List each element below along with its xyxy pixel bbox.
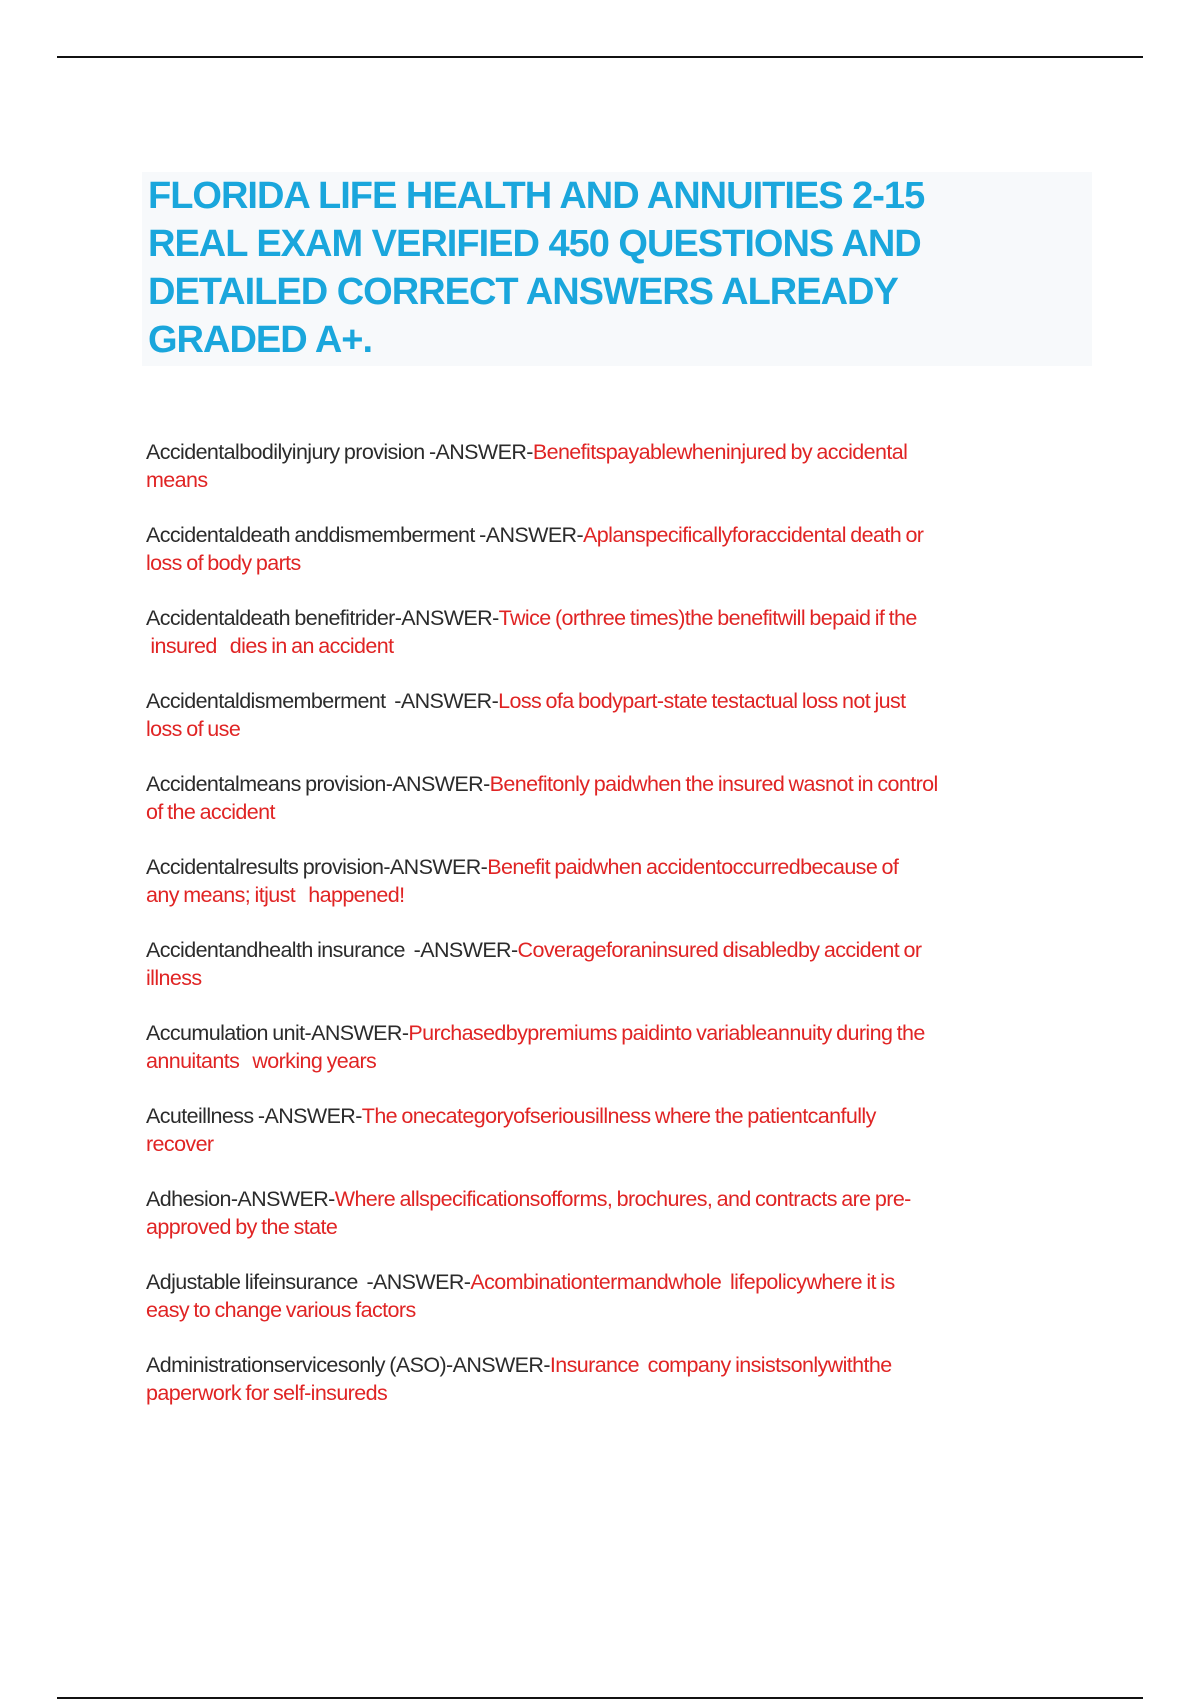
entry-answer: Benefitspayablewheninjured by accidental	[532, 440, 908, 464]
answer-separator: -ANSWER-	[413, 938, 518, 962]
entry-term: Accidentaldismemberment	[146, 689, 395, 713]
entry-answer: The onecategoryofseriousillness where the patientcanfully	[361, 1104, 876, 1128]
entry-term: Accidentalbodilyinjury provision	[146, 440, 429, 464]
answer-separator: -ANSWER-	[304, 1021, 409, 1045]
entry-answer-continued: insured dies in an accident	[146, 634, 394, 658]
answer-separator: -ANSWER-	[428, 440, 533, 464]
entry-term: Accidentalresults provision	[146, 855, 384, 879]
answer-separator: -ANSWER-	[446, 1353, 550, 1377]
document-title	[148, 172, 1086, 364]
entry-term: Accidentalmeans provision	[146, 772, 386, 796]
qa-entry	[146, 687, 1086, 743]
title-line: FLORIDA LIFE HEALTH AND ANNUITIES 2-15	[148, 175, 925, 217]
answer-separator: -ANSWER-	[366, 1270, 471, 1294]
entry-answer: Coverageforaninsured disabledby accident or	[517, 938, 922, 962]
entry-answer: Purchasedbypremiums paidinto variableannuity during the	[408, 1021, 925, 1045]
answer-separator: -ANSWER-	[394, 606, 499, 630]
qa-entry	[146, 438, 1086, 494]
qa-entry	[146, 521, 1086, 577]
entry-answer-continued: approved by the state	[146, 1215, 338, 1239]
entry-answer: Where allspecificationsofforms, brochures, and contracts are pre-	[334, 1187, 911, 1211]
entry-term: Adhesion	[146, 1187, 231, 1211]
answer-separator: -ANSWER-	[479, 523, 584, 547]
qa-entry	[146, 604, 1086, 660]
title-line: REAL EXAM VERIFIED 450 QUESTIONS AND	[148, 223, 921, 265]
title-line: GRADED A+.	[148, 319, 373, 361]
entry-answer-continued: means	[146, 468, 208, 492]
qa-entry	[146, 770, 1086, 826]
title-block	[142, 172, 1092, 366]
entry-term: Acuteillness	[146, 1104, 258, 1128]
entry-term: Accidentaldeath benefitrider	[146, 606, 395, 630]
title-line: DETAILED CORRECT ANSWERS ALREADY	[148, 271, 898, 313]
answer-separator: -ANSWER-	[257, 1104, 362, 1128]
footer-rule	[57, 1697, 1143, 1699]
qa-entry	[146, 936, 1086, 992]
entry-term: Accidentandhealth insurance	[146, 938, 414, 962]
entry-answer-continued: loss of body parts	[146, 551, 301, 575]
entry-answer: Aplanspecificallyforaccidental death or	[583, 523, 924, 547]
entry-answer: Twice (orthree times)the benefitwill bepaid if the	[498, 606, 917, 630]
entry-term: Administrationservicesonly (ASO)	[146, 1353, 447, 1377]
entry-answer: Benefitonly paidwhen the insured wasnot in control	[489, 772, 938, 796]
qa-entry	[146, 1102, 1086, 1158]
entry-answer-continued: paperwork for self-insureds	[146, 1381, 388, 1405]
entry-answer-continued: any means; itjust happened!	[146, 883, 405, 907]
entry-answer: Insurance company insistsonlywiththe	[549, 1353, 892, 1377]
entry-answer-continued: easy to change various factors	[146, 1298, 416, 1322]
answer-separator: -ANSWER-	[230, 1187, 335, 1211]
qa-entry	[146, 1351, 1086, 1407]
qa-entry	[146, 1019, 1086, 1075]
qa-entry	[146, 1268, 1086, 1324]
entry-answer: Acombinationtermandwhole lifepolicywhere it is	[470, 1270, 895, 1294]
qa-list	[146, 438, 1086, 1434]
entry-answer-continued: loss of use	[146, 717, 241, 741]
answer-separator: -ANSWER-	[394, 689, 499, 713]
entry-answer-continued: illness	[146, 966, 202, 990]
entry-term: Accidentaldeath anddismemberment	[146, 523, 480, 547]
header-rule	[57, 56, 1143, 58]
entry-answer: Loss ofa bodypart-state testactual loss not just	[498, 689, 906, 713]
entry-term: Adjustable lifeinsurance	[146, 1270, 367, 1294]
answer-separator: -ANSWER-	[385, 772, 490, 796]
qa-entry	[146, 1185, 1086, 1241]
entry-term: Accumulation unit	[146, 1021, 305, 1045]
entry-answer-continued: recover	[146, 1132, 214, 1156]
entry-answer-continued: of the accident	[146, 800, 275, 824]
entry-answer-continued: annuitants working years	[146, 1049, 377, 1073]
entry-answer: Benefit paidwhen accidentoccurredbecause of	[487, 855, 899, 879]
answer-separator: -ANSWER-	[383, 855, 488, 879]
qa-entry	[146, 853, 1086, 909]
